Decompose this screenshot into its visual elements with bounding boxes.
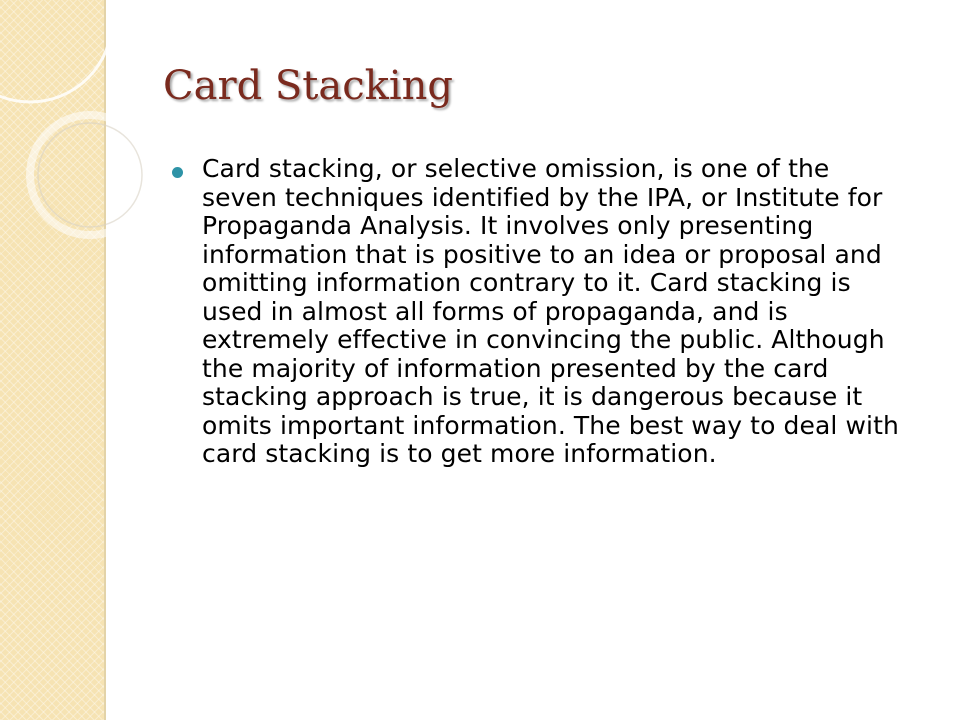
bullet-list — [172, 155, 907, 469]
bullet-dot-icon — [172, 167, 183, 178]
bullet-text: Card stacking, or selective omission, is one of the seven techniques identified by the IPA, or Institute for Propaganda Analysis. It involves only presenting information that is positive to an idea or proposal and omitting information contrary to it. Card stacking is used in almost all forms of propaganda, and is extremely effective in convincing the public. Although the majority of information presented by the card stacking approach is true, it is dangerous because it omits important information. The best way to deal with card stacking is to get more information. — [202, 154, 899, 468]
bullet-item — [172, 155, 907, 469]
slide-title: Card Stacking — [163, 63, 454, 109]
decorative-rings — [0, 0, 200, 260]
